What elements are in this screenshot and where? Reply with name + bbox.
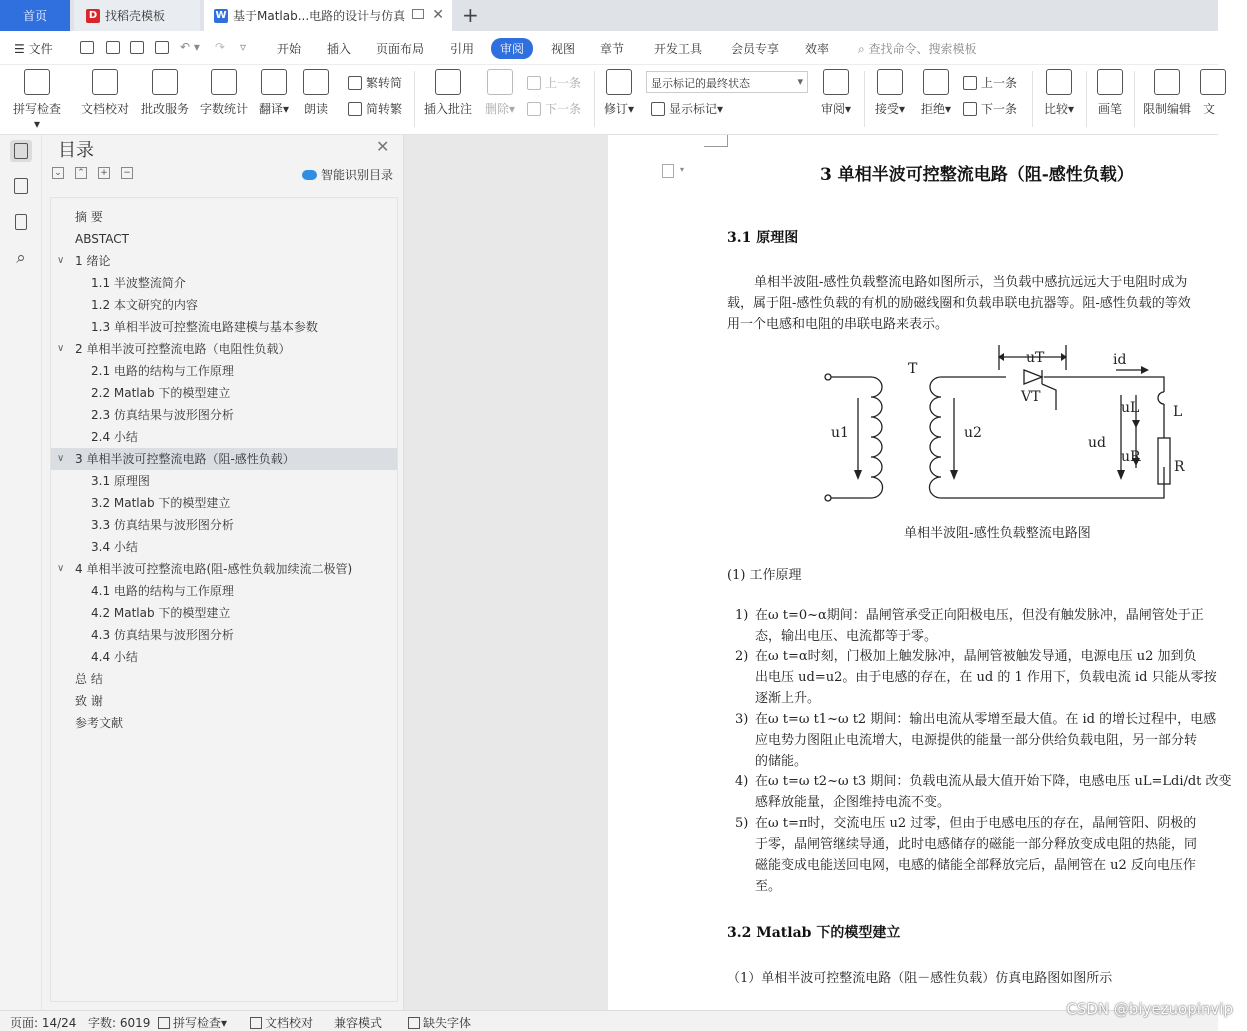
- chevron-down-icon[interactable]: ∨: [57, 255, 65, 266]
- missing-font[interactable]: [408, 1014, 471, 1031]
- spell-check-label: 拼写检查: [12, 102, 61, 116]
- translate-label: 翻译: [258, 102, 283, 116]
- print-icon[interactable]: [130, 41, 144, 54]
- toc-item-label: 3.2 Matlab 下的模型建立: [91, 496, 231, 510]
- inductor-L: [1158, 392, 1164, 430]
- chapter-heading: 3 单相半波可控整流电路（阻-感性负载）: [820, 165, 1134, 185]
- cloud-icon: [302, 170, 317, 180]
- label-R: R: [1174, 459, 1185, 475]
- command-search[interactable]: ⌕ 查找命令、搜索模板: [858, 42, 977, 56]
- export-pdf-icon[interactable]: [106, 41, 120, 54]
- tab-home-label: 首页: [22, 9, 47, 23]
- missing-font-label: 缺失字体: [423, 1016, 472, 1030]
- menu-insert[interactable]: 插入: [327, 42, 352, 56]
- compare-button[interactable]: 比较▾: [1040, 69, 1078, 117]
- expand-icon[interactable]: ⌃: [75, 167, 87, 179]
- compat-mode: 兼容模式: [334, 1016, 383, 1030]
- label-uL: uL: [1121, 400, 1140, 416]
- intro-line: 单相半波阻-感性负载整流电路如图所示，当负载中感抗远远大于电阻时成为: [754, 275, 1188, 290]
- toc-item[interactable]: [51, 624, 397, 646]
- ribbon-divider: [864, 71, 865, 127]
- review-pane-icon: [823, 69, 849, 95]
- figure-caption: 单相半波阻-感性负载整流电路图: [904, 526, 1091, 541]
- toc-item-label: 4.4 小结: [91, 650, 138, 664]
- toc-item[interactable]: [51, 712, 397, 734]
- toc-item[interactable]: [51, 448, 397, 470]
- status-spell-check[interactable]: 拼写检查 ▾: [158, 1014, 227, 1031]
- page-indicator[interactable]: 页面: 14/24: [10, 1016, 77, 1030]
- toc-toolbar: [52, 167, 133, 179]
- word-count-button[interactable]: [199, 69, 249, 117]
- prev-comment-icon: [527, 76, 541, 90]
- quick-access-more-icon[interactable]: ▿: [240, 40, 247, 54]
- collapse-icon[interactable]: ⌄: [52, 167, 64, 179]
- menu-review[interactable]: 审阅: [491, 38, 533, 59]
- terminal: [825, 495, 831, 501]
- status-bar: [0, 1010, 1218, 1031]
- toc-item-label: 致 谢: [75, 694, 103, 708]
- close-tab-icon[interactable]: ✕: [432, 7, 444, 23]
- save-icon[interactable]: [80, 41, 94, 54]
- toc-item-label: 3.4 小结: [91, 540, 138, 554]
- document-page[interactable]: [608, 135, 1232, 1010]
- wps-writer-icon: W: [215, 10, 227, 21]
- toc-item[interactable]: [51, 404, 397, 426]
- nav-rail: [0, 135, 42, 1010]
- prev-change-icon: [963, 76, 977, 90]
- toc-item[interactable]: [51, 294, 397, 316]
- chevron-down-icon[interactable]: ∨: [57, 343, 65, 354]
- list-num: 1): [735, 608, 749, 623]
- menu-start[interactable]: 开始: [277, 42, 302, 56]
- paragraph-icon[interactable]: [662, 164, 674, 178]
- doc-proof-button[interactable]: [80, 69, 130, 117]
- translate-icon: [261, 69, 287, 95]
- toc-item[interactable]: [51, 206, 397, 228]
- trad-to-simp-button[interactable]: [348, 74, 402, 91]
- list-text: 在ω t=α时刻，门极加上触发脉冲，晶闸管被触发导通，电源电压 u2 加到负 出电压 ud=u2。由于电感的存在，在 ud 的 1 作用下，负载电流 id 只能从零按 逐渐上升。: [755, 649, 1217, 706]
- font-warning-icon: [408, 1017, 420, 1029]
- smart-toc-button[interactable]: [302, 166, 393, 183]
- toc-item[interactable]: [51, 558, 397, 580]
- restrict-editing-label: 限制编辑: [1142, 102, 1191, 116]
- chevron-down-icon[interactable]: ▾: [680, 165, 685, 174]
- toc-item[interactable]: [51, 690, 397, 712]
- list-item: [735, 605, 1235, 647]
- prev-comment-button[interactable]: [527, 74, 581, 91]
- spell-check-button[interactable]: 拼写检查▾: [12, 69, 62, 131]
- toc-item-label: 4.1 电路的结构与工作原理: [91, 584, 234, 598]
- prev-change-button[interactable]: [963, 74, 1017, 91]
- terminal: [825, 374, 831, 380]
- review-pane-button[interactable]: 审阅▾: [816, 69, 856, 117]
- search-icon[interactable]: ⌕: [16, 248, 26, 268]
- toc-item-label: 1.2 本文研究的内容: [91, 298, 198, 312]
- toc-item[interactable]: [51, 602, 397, 624]
- toc-item-label: 3.1 原理图: [91, 474, 150, 488]
- toc-item[interactable]: [51, 646, 397, 668]
- toc-item[interactable]: [51, 360, 397, 382]
- toc-item-label: 1 绪论: [75, 254, 111, 268]
- toc-item[interactable]: [51, 470, 397, 492]
- primary-winding: [871, 377, 883, 498]
- batch-correct-icon: [152, 69, 178, 95]
- list-num: 2): [735, 649, 749, 664]
- toc-item-label: 2.1 电路的结构与工作原理: [91, 364, 234, 378]
- toc-item[interactable]: [51, 316, 397, 338]
- show-markup-label: 显示标记: [669, 102, 718, 116]
- proof-icon: [250, 1017, 262, 1029]
- toc-item[interactable]: [51, 250, 397, 272]
- redo-icon[interactable]: ↷: [215, 40, 226, 54]
- next-comment-button[interactable]: [527, 100, 581, 117]
- trad-to-simp-icon: [348, 76, 362, 90]
- spell-check-icon: [24, 69, 50, 95]
- intro-paragraph: [727, 272, 1247, 335]
- ribbon-divider: [1086, 71, 1087, 127]
- insert-comment-label: 插入批注: [423, 102, 472, 116]
- tab-home[interactable]: [0, 0, 70, 31]
- toc-item-label: 2.4 小结: [91, 430, 138, 444]
- markup-state-value: 显示标记的最终状态: [651, 77, 750, 90]
- document-rights-label: 文: [1202, 102, 1215, 116]
- batch-correct-label: 批改服务: [140, 102, 189, 116]
- smart-toc-label: 智能识别目录: [321, 168, 394, 182]
- next-change-button[interactable]: [963, 100, 1017, 117]
- insert-comment-button[interactable]: [422, 69, 474, 117]
- document-rights-icon: [1200, 69, 1226, 95]
- accept-icon: [877, 69, 903, 95]
- insert-comment-icon: [435, 69, 461, 95]
- tab-bar: [0, 0, 1218, 31]
- toc-panel: [42, 135, 404, 1010]
- daoke-icon: D: [86, 9, 100, 23]
- list-item: [735, 813, 1235, 897]
- show-markup-icon: [651, 102, 665, 116]
- toc-item-label: 2.3 仿真结果与波形图分析: [91, 408, 234, 422]
- close-icon[interactable]: ✕: [376, 137, 390, 156]
- status-proof[interactable]: [250, 1014, 313, 1031]
- spell-check-icon: [158, 1017, 170, 1029]
- status-spell-label: 拼写检查: [173, 1016, 222, 1030]
- word-count-label: 字数统计: [199, 102, 248, 116]
- next-comment-label: 下一条: [545, 102, 582, 116]
- label-id: id: [1113, 352, 1127, 368]
- tab-document-label: 基于Matlab...电路的设计与仿真: [233, 9, 406, 23]
- simp-to-trad-label: 简转繁: [366, 102, 403, 116]
- reject-label: 拒绝: [920, 102, 945, 116]
- pen-button[interactable]: [1094, 69, 1126, 117]
- restrict-editing-icon: [1154, 69, 1180, 95]
- delete-comment-button[interactable]: 删除▾: [482, 69, 518, 117]
- reject-button[interactable]: 拒绝▾: [917, 69, 955, 117]
- review-ribbon: [0, 65, 1218, 135]
- next-change-icon: [963, 102, 977, 116]
- status-proof-label: 文档校对: [265, 1016, 314, 1030]
- toc-item-label: 2.2 Matlab 下的模型建立: [91, 386, 231, 400]
- track-changes-button[interactable]: 修订▾: [601, 69, 637, 117]
- document-rights-button[interactable]: [1200, 69, 1218, 117]
- intro-line: 用一个电感和电阻的串联电路来表示。: [727, 317, 949, 332]
- toc-item-label: 3 单相半波可控整流电路（阻-感性负载）: [75, 452, 295, 466]
- toc-item-label: 参考文献: [75, 716, 124, 730]
- word-count-icon: [211, 69, 237, 95]
- word-count-indicator[interactable]: 字数: 6019: [88, 1016, 151, 1030]
- file-menu-label: 文件: [28, 42, 53, 56]
- menu-bar: [0, 31, 1218, 65]
- ribbon-divider: [414, 71, 415, 127]
- csdn-watermark: CSDN @biyezuopinvip: [1066, 1000, 1233, 1018]
- print-preview-icon[interactable]: [155, 41, 169, 54]
- section-glyph: [14, 178, 28, 194]
- pen-icon: [1097, 69, 1123, 95]
- list-text: 在ω t=ω t2~ω t3 期间：负载电流从最大值开始下降，电感电压 uL=Ldi/dt 改变 感释放能量，企图维持电流不变。: [755, 774, 1232, 810]
- track-changes-label: 修订: [603, 102, 628, 116]
- circuit-diagram: [816, 340, 1185, 515]
- toc-item-label: 4.2 Matlab 下的模型建立: [91, 606, 231, 620]
- menu-member[interactable]: 会员专享: [731, 42, 780, 56]
- accept-button[interactable]: 接受▾: [871, 69, 909, 117]
- label-uR: uR: [1121, 449, 1141, 465]
- toc-item-label: ABSTACT: [75, 232, 129, 246]
- pen-label: 画笔: [1097, 102, 1122, 116]
- list-text: 在ω t=ω t1~ω t2 期间：输出电流从零增至最大值。在 id 的增长过程中，电感 应电势力图阻止电流增大，电源提供的能量一部分供给负载电阻，另一部分转 的储能。: [755, 712, 1217, 769]
- toc-item-label: 1.3 单相半波可控整流电路建模与基本参数: [91, 320, 318, 334]
- prev-comment-label: 上一条: [545, 76, 582, 90]
- undo-icon[interactable]: ↶ ▾: [180, 40, 200, 54]
- list-item: [735, 646, 1235, 709]
- list-text: 在ω t=0~α期间：晶闸管承受正向阳极电压，但没有触发脉冲，晶闸管处于正 态，输出电压、电流都等于零。: [755, 608, 1204, 644]
- delete-comment-label: 删除: [484, 102, 509, 116]
- toc-item-label: 1.1 半波整流简介: [91, 276, 186, 290]
- section-panel-icon[interactable]: [10, 175, 32, 197]
- chevron-down-icon[interactable]: ∨: [57, 563, 65, 574]
- track-changes-icon: [606, 69, 632, 95]
- menu-reference[interactable]: 引用: [450, 42, 475, 56]
- doc-proof-icon: [92, 69, 118, 95]
- file-menu[interactable]: ☰ 文件: [14, 42, 53, 56]
- toc-item-label: 总 结: [75, 672, 103, 686]
- bookmark-icon[interactable]: [10, 211, 32, 233]
- toc-item[interactable]: [51, 668, 397, 690]
- label-uT: uT: [1026, 350, 1045, 366]
- read-aloud-icon: [303, 69, 329, 95]
- list-item: [735, 771, 1235, 813]
- bookmark-glyph: [15, 214, 27, 230]
- list-text: 在ω t=π时，交流电压 u2 过零，但由于电感电压的存在，晶闸管阳、阴极的 于零，晶闸管继续导通，此时电感储存的磁能一部分释放变成电阻的热能，同 磁能变成电能送回电网，电感的储能全部释放完后，晶闸管在 u2 反向电压作 至。: [755, 816, 1198, 894]
- toc-panel-icon[interactable]: [10, 140, 32, 162]
- markup-state-select[interactable]: [646, 71, 808, 93]
- list-num: 5): [735, 816, 749, 831]
- menu-page-layout[interactable]: 页面布局: [376, 42, 425, 56]
- batch-correct-button[interactable]: [140, 69, 190, 117]
- simp-to-trad-icon: [348, 102, 362, 116]
- toc-item[interactable]: [51, 536, 397, 558]
- menu-developer[interactable]: 开发工具: [654, 42, 703, 56]
- label-u1: u1: [831, 425, 849, 441]
- list-num: 3): [735, 712, 749, 727]
- toc-item-label: 2 单相半波可控整流电路（电阻性负载）: [75, 342, 291, 356]
- label-L: L: [1173, 404, 1183, 420]
- toc-item[interactable]: [51, 580, 397, 602]
- next-change-label: 下一条: [981, 102, 1018, 116]
- label-u2: u2: [964, 425, 982, 441]
- section-heading-3-2: 3.2 Matlab 下的模型建立: [727, 925, 901, 941]
- review-pane-label: 审阅: [820, 102, 845, 116]
- toc-glyph: [14, 143, 28, 159]
- screen-icon[interactable]: [412, 9, 424, 19]
- label-ud: ud: [1088, 435, 1106, 451]
- section-heading-3-1: 3.1 原理图: [727, 230, 799, 246]
- secondary-winding: [929, 377, 941, 498]
- thyristor-symbol: [1024, 370, 1042, 384]
- compare-label: 比较: [1043, 102, 1068, 116]
- compare-icon: [1046, 69, 1072, 95]
- toc-item-label: 4.3 仿真结果与波形图分析: [91, 628, 234, 642]
- accept-label: 接受: [874, 102, 899, 116]
- toc-item[interactable]: [51, 272, 397, 294]
- chevron-down-icon[interactable]: ∨: [57, 453, 65, 464]
- simulation-line: （1）单相半波可控整流电路（阻－感性负载）仿真电路图如图所示: [727, 971, 1113, 986]
- next-comment-icon: [527, 102, 541, 116]
- read-aloud-button[interactable]: [301, 69, 331, 117]
- toc-item[interactable]: [51, 338, 397, 360]
- trad-to-simp-label: 繁转简: [366, 76, 403, 90]
- label-VT: VT: [1021, 389, 1041, 405]
- toc-item[interactable]: [51, 514, 397, 536]
- read-aloud-label: 朗读: [303, 102, 328, 116]
- remove-heading-icon[interactable]: −: [121, 167, 133, 179]
- toc-item-label: 4 单相半波可控整流电路(阻-感性负载加续流二极管): [75, 562, 353, 576]
- add-heading-icon[interactable]: +: [98, 167, 110, 179]
- translate-button[interactable]: 翻译▾: [257, 69, 291, 117]
- show-markup-button[interactable]: 显示标记 ▾: [651, 100, 723, 117]
- intro-line: 载，属于阻-感性负载的有机的励磁线圈和负载串联电抗器等。阻-感性负载的等效: [727, 296, 1191, 311]
- new-tab-button[interactable]: +: [462, 3, 479, 27]
- ribbon-divider: [1134, 71, 1135, 127]
- restrict-editing-button[interactable]: [1141, 69, 1193, 117]
- doc-proof-label: 文档校对: [80, 102, 129, 116]
- delete-comment-icon: [487, 69, 513, 95]
- toc-title: 目录: [58, 140, 94, 161]
- toc-item[interactable]: [51, 492, 397, 514]
- list-item: [735, 709, 1235, 772]
- menu-chapter[interactable]: 章节: [600, 42, 625, 56]
- toc-item[interactable]: [51, 382, 397, 404]
- command-search-placeholder: 查找命令、搜索模板: [868, 42, 977, 56]
- label-T: T: [908, 361, 918, 377]
- toc-list: [50, 197, 398, 1002]
- principle-heading: (1) 工作原理: [727, 568, 802, 583]
- prev-change-label: 上一条: [981, 76, 1018, 90]
- toc-item-label: 3.3 仿真结果与波形图分析: [91, 518, 234, 532]
- simp-to-trad-button[interactable]: [348, 100, 402, 117]
- menu-efficiency[interactable]: 效率: [805, 42, 830, 56]
- tab-document[interactable]: [204, 0, 452, 31]
- toc-item[interactable]: [51, 426, 397, 448]
- reject-icon: [923, 69, 949, 95]
- menu-view[interactable]: 视图: [551, 42, 576, 56]
- tab-template-label: 找稻壳模板: [105, 9, 166, 23]
- ribbon-divider: [1032, 71, 1033, 127]
- toc-item[interactable]: [51, 228, 397, 250]
- list-num: 4): [735, 774, 749, 789]
- ribbon-divider: [594, 71, 595, 127]
- page-corner-mark: [704, 135, 728, 147]
- toc-item-label: 摘 要: [75, 210, 103, 224]
- tab-template[interactable]: [74, 0, 200, 31]
